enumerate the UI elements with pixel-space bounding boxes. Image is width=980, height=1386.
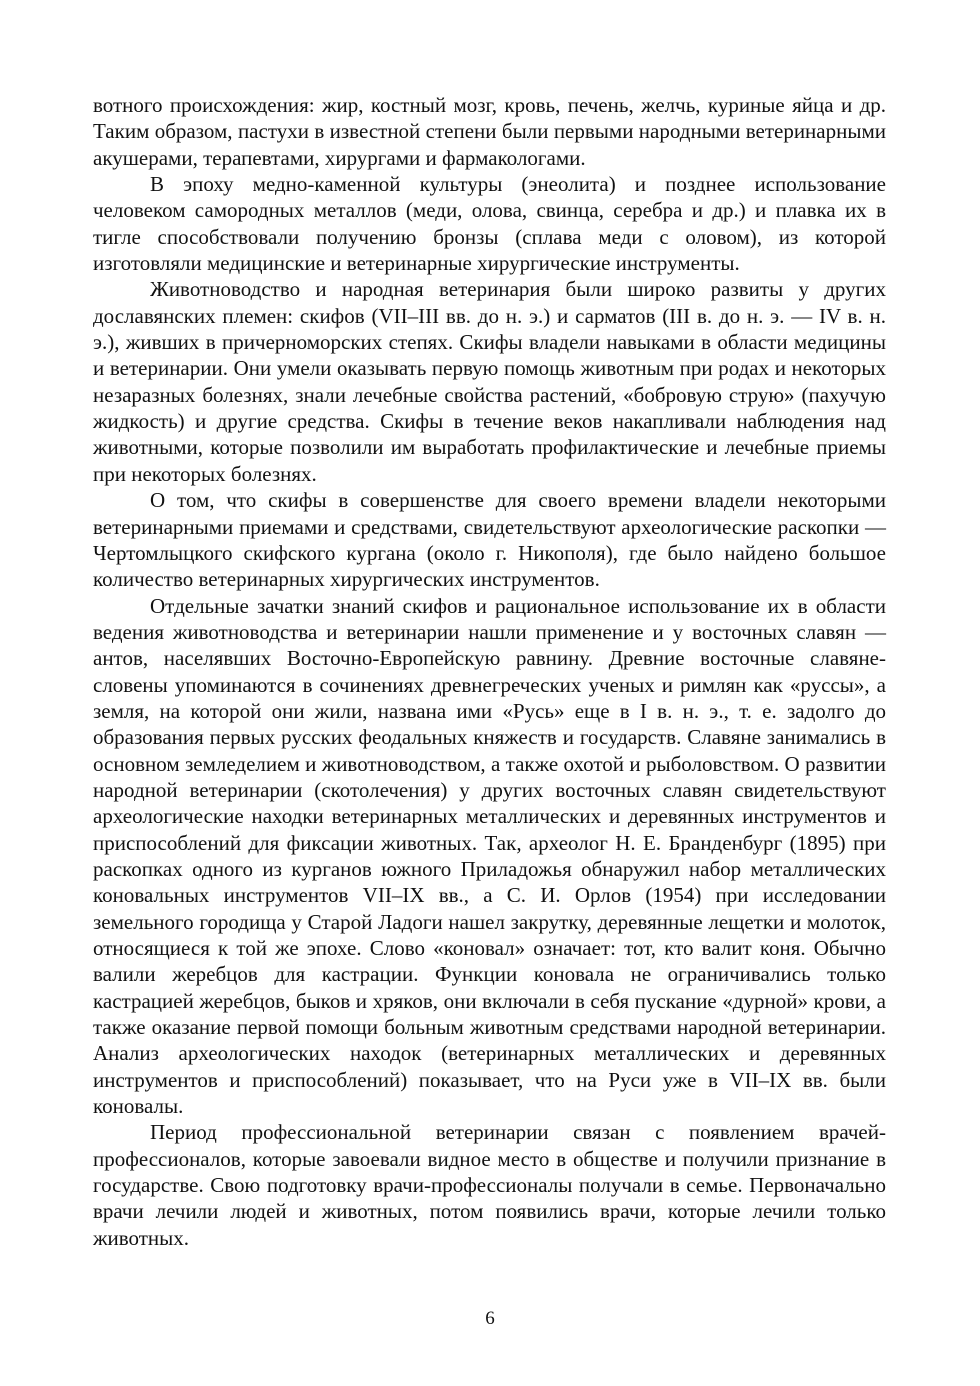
paragraph-3: Животноводство и народная ветеринария были широко развиты у других дославянских племен: скифов (VII–III вв. до н. э.) и сарматов (III в. до н. э. — IV в. н. э.), живших в причерноморских степях. Скифы владели навыками в области медицины и ветеринарии. Они умели оказывать первую помощь животным при родах и некоторых незаразных болезнях, знали лечебные свойства растений, «бобровую струю» (пахучую жидкость) и другие средства. Скифы в течение веков накапливали наблюдения над животными, которые позволили им выработать профилактические и лечебные приемы при некоторых болезнях. — [93, 277, 886, 486]
paragraph-5: Отдельные зачатки знаний скифов и рациональное использование их в области ведения животноводства и ветеринарии нашли применение и у восточных славян — антов, населявших Восточно-Европейскую равнину. Древние восточные славяне-словены упоминаются в сочинениях древнегреческих ученых и римлян как «руссы», а земля, на которой они жили, названа ими «Русь» еще в I в. н. э., т. е. задолго до образования первых русских феодальных княжеств и государств. Славяне занимались в основном земледелием и животноводством, а также охотой и рыболовством. О развитии народной ветеринарии (скотолечения) у других восточных славян свидетельствуют археологические находки ветеринарных металлических и деревянных инструментов и приспособлений для фиксации животных. Так, археолог Н. Е. Бранденбург (1895) при раскопках одного из курганов южного Приладожья обнаружил набор металлических коновальных инструментов VII–IX вв., а С. И. Орлов (1954) при исследовании земельного городища у Старой Ладоги нашел закрутку, деревянные лещетки и молоток, относящиеся к той же эпохе. Слово «коновал» означает: тот, кто валит коня. Обычно валили жеребцов для кастрации. Функции коновала не ограничивались только кастрацией жеребцов, быков и хряков, они включали в себя пускание «дурной» крови, а также оказание первой помощи больным животным средствами народной ветеринарии. Анализ археологических находок (ветеринарных металлических и деревянных инструментов и приспособлений) показывает, что на Руси уже в VII–IX вв. были коновалы. — [93, 593, 886, 1119]
paragraph-2: В эпоху медно-каменной культуры (энеолита) и позднее использование человеком самородных металлов (меди, олова, свинца, серебра и др.) и плавка их в тигле способствовали получению бронзы (сплава меди с оловом), из которой изготовляли медицинские и ветеринарные хирургические инструменты. — [93, 172, 886, 276]
page-number: 6 — [485, 1308, 495, 1329]
paragraph-4: О том, что скифы в совершенстве для своего времени владели некоторыми ветеринарными приемами и средствами, свидетельствуют археологические раскопки — Чертомлыцкого скифского кургана (около г. Никополя), где было найдено большое количество ветеринарных хирургических инструментов. — [93, 488, 886, 592]
paragraph-6: Период профессиональной ветеринарии связан с появлением врачей-профессионалов, которые завоевали видное место в обществе и получили признание в государстве. Свою подготовку врачи-профессионалы получали в семье. Первоначально врачи лечили людей и животных, потом появились врачи, которые лечили только животных. — [93, 1120, 886, 1250]
paragraph-1: вотного происхождения: жир, костный мозг, кровь, печень, желчь, куриные яйца и др. Таким образом, пастухи в известной степени были первыми народными ветеринарными акушерами, терапевтами, хирургами и фармакологами. — [93, 93, 886, 170]
body-text — [93, 92, 886, 1251]
